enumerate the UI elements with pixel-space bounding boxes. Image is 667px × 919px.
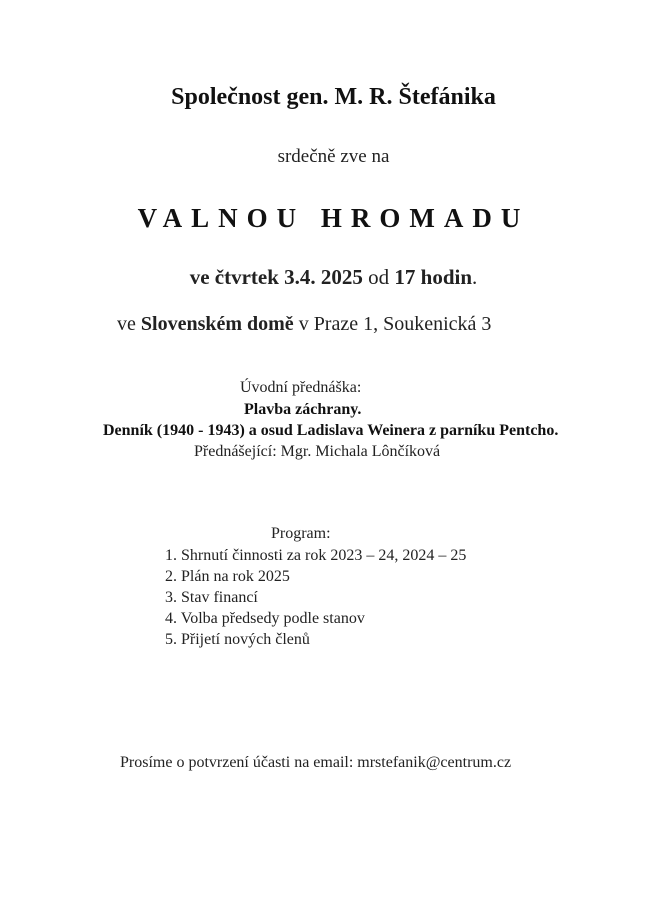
- program-list: [165, 545, 466, 650]
- program-item: 3. Stav financí: [165, 589, 258, 606]
- lecturer-name: Přednášející: Mgr. Michala Lônčíková: [194, 443, 441, 460]
- date-connector: od: [362, 265, 395, 289]
- lecture-title-line1: Plavba záchrany.: [244, 401, 362, 418]
- invite-text: srdečně zve na: [277, 146, 390, 167]
- program-item: 5. Přijetí nových členů: [165, 631, 310, 648]
- program-item: 4. Volba předsedy podle stanov: [165, 610, 365, 627]
- program-label: Program:: [271, 525, 331, 542]
- time-value: 17 hodin: [394, 265, 473, 289]
- venue-address: v Praze 1, Soukenická 3: [293, 313, 492, 335]
- rsvp-note: Prosíme o potvrzení účasti na email: mrstefanik@centrum.cz: [120, 754, 512, 771]
- lecture-title-line2: Denník (1940 - 1943) a osud Ladislava Weinera z parníku Pentcho.: [103, 422, 559, 439]
- event-title: VALNOU HROMADU: [137, 203, 530, 233]
- venue-prefix: ve: [117, 313, 141, 335]
- program-item: 2. Plán na rok 2025: [165, 568, 290, 585]
- organization-heading: Společnost gen. M. R. Štefánika: [171, 84, 496, 110]
- date-line: [0, 265, 667, 290]
- venue-place: Slovenském domě: [140, 313, 294, 335]
- venue-line: [117, 313, 491, 336]
- date-period: .: [472, 265, 478, 289]
- lecture-label: Úvodní přednáška:: [240, 379, 362, 396]
- date-value: ve čtvrtek 3.4. 2025: [189, 265, 363, 289]
- program-item: 1. Shrnutí činnosti za rok 2023 – 24, 2024 – 25: [165, 547, 467, 564]
